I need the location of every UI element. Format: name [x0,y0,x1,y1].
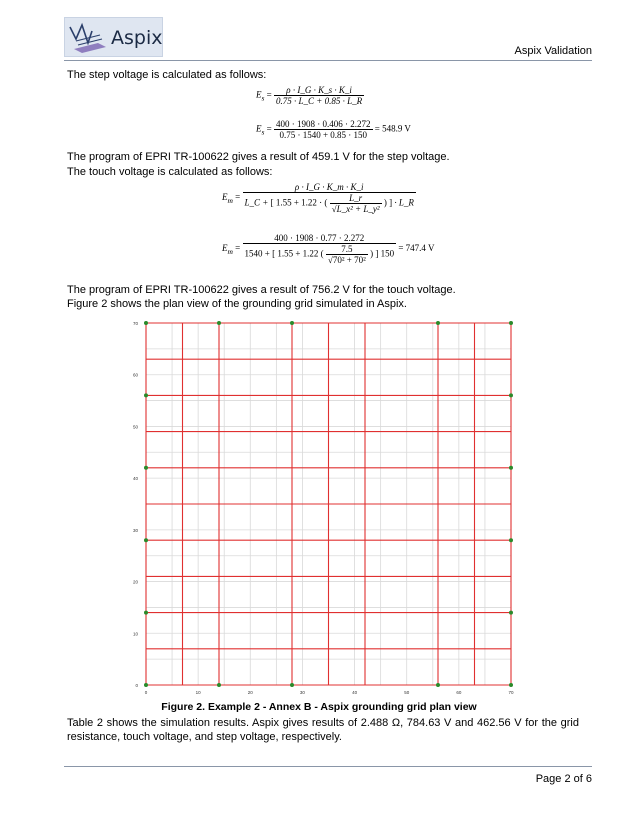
ground-rod-point [144,393,148,397]
touch-result: The program of EPRI TR-100622 gives a result of 756.2 V for the touch voltage. [67,284,456,296]
logo-graphic-icon [68,21,108,53]
ground-rod-point [290,683,294,687]
ground-rod-point [436,321,440,325]
figure-caption: Figure 2. Example 2 - Annex B - Aspix grounding grid plan view [161,701,477,713]
ground-rod-point [217,321,221,325]
ground-rod-point [509,466,513,470]
ground-rod-point [509,683,513,687]
x-tick-label: 10 [195,690,201,695]
ground-rod-point [509,538,513,542]
page-number: Page 2 of 6 [535,773,592,785]
x-tick-label: 60 [456,690,462,695]
step-result: The program of EPRI TR-100622 gives a result of 459.1 V for the step voltage. [67,151,450,163]
ground-rod-point [144,538,148,542]
grounding-grid-plan-chart [110,318,526,700]
ground-rod-point [509,393,513,397]
x-tick-label: 0 [144,690,148,695]
step-formula-symbolic: $E_s$ = $\frac{\rho \cdot I\_G \cdot K\_s \cdot K\_i}{0.75 \cdot L\_C + 0.85 \cdot L\_R}$ [256,85,363,106]
x-tick-label: 20 [247,690,253,695]
x-tick-label: 50 [404,690,410,695]
x-tick-label: 30 [299,690,305,695]
header-rule [64,60,592,61]
y-tick-label: 70 [132,321,138,326]
results-paragraph: Table 2 shows the simulation results. Aspix gives results of 2.488 Ω, 784.63 V and 462.56 V for the grid resistance, touch voltage, and step voltage, respectively. [67,717,579,743]
y-tick-label: 40 [132,476,138,482]
x-tick-label: 70 [508,690,514,695]
ground-rod-point [144,466,148,470]
aspix-logo [64,17,163,57]
y-tick-label: 50 [132,424,138,430]
footer-rule [64,766,592,767]
figure-intro: Figure 2 shows the plan view of the grounding grid simulated in Aspix. [67,298,407,310]
logo-text: Aspix [111,27,163,49]
touch-formula-numeric: $E_m$ = 400 · 1908 · 0.77 · 2.272 1540 + [ 1.55 + 1.22 ( $\frac{7.5}{\text{√70² + 70²}}$ ) ] 150 = 747.4 V [222,233,435,265]
ground-rod-point [144,611,148,615]
ground-rod-point [144,321,148,325]
y-tick-label: 10 [132,631,138,637]
ground-rod-point [436,683,440,687]
ground-rod-point [144,683,148,687]
x-tick-label: 40 [352,690,358,695]
ground-rod-point [217,683,221,687]
ground-rod-point [509,611,513,615]
header-title: Aspix Validation [514,45,592,57]
y-tick-label: 30 [132,527,138,533]
step-intro: The step voltage is calculated as follows: [67,69,267,81]
touch-formula-symbolic: $E_m$ = ρ · I_G · K_m · K_i L_C + [ 1.55 + 1.22 · ( $\frac{L\_r}{\text{√L\_x² + L\_y²}}$ ) ] · L_R [222,182,414,214]
ground-rod-point [290,321,294,325]
y-tick-label: 0 [135,683,138,688]
y-tick-label: 20 [132,579,138,585]
touch-intro: The touch voltage is calculated as follows: [67,166,273,178]
y-tick-label: 60 [132,372,138,378]
ground-rod-point [509,321,513,325]
step-formula-numeric: $E_s$ = $\frac{400 \cdot 1908 \cdot 0.406 \cdot 2.272}{0.75 \cdot 1540 + 0.85 \cdot 150}$ = 548.9 V [256,119,411,140]
